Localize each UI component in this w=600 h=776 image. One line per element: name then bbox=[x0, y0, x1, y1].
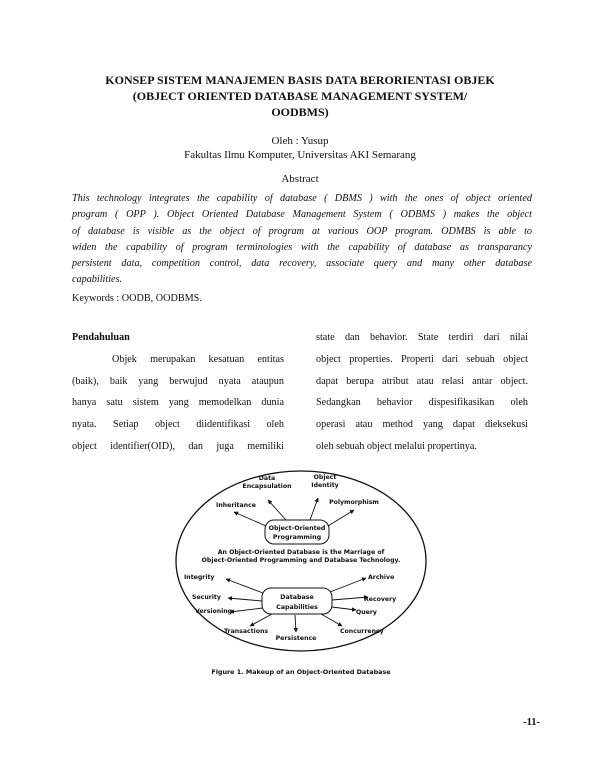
arrow-data-encapsulation bbox=[268, 500, 286, 520]
arrow-inheritance bbox=[234, 512, 266, 526]
author-affiliation: Fakultas Ilmu Komputer, Universitas AKI Semarang bbox=[184, 149, 416, 161]
page-number: -11- bbox=[523, 717, 540, 728]
abstract-line: program ( OPP ). Object Oriented Database Management System ( ODBMS ) makes the object bbox=[72, 209, 532, 221]
arrow-integrity bbox=[226, 579, 263, 593]
title-line: KONSEP SISTEM MANAJEMEN BASIS DATA BERORIENTASI OBJEK bbox=[105, 73, 495, 87]
body-line: operasi atau method yang dapat dieksekusi bbox=[316, 419, 528, 431]
arrow-polymorphism bbox=[328, 510, 354, 526]
author-block bbox=[60, 134, 540, 162]
keywords: Keywords : OODB, OODBMS. bbox=[72, 293, 202, 304]
arrow-query bbox=[332, 607, 356, 610]
oodb-diagram bbox=[170, 466, 432, 686]
body-line: Objek merupakan kesatuan entitas bbox=[112, 353, 284, 365]
title-line: (OBJECT ORIENTED DATABASE MANAGEMENT SYSTEM/ bbox=[132, 89, 468, 103]
oop-box-line1: Object-Oriented bbox=[268, 525, 326, 532]
arrow-persistence bbox=[295, 615, 296, 632]
label-query: Query bbox=[356, 609, 377, 616]
label-transactions: Transactions bbox=[224, 628, 269, 635]
arrow-archive bbox=[330, 578, 366, 592]
label-object: Object bbox=[313, 474, 337, 481]
arrow-versioning bbox=[230, 608, 263, 612]
arrow-security bbox=[228, 598, 262, 601]
right-column bbox=[316, 327, 528, 458]
oop-box-line2: Programming bbox=[272, 534, 322, 541]
label-persistence: Persistence bbox=[275, 635, 317, 642]
author-name: Oleh : Yusup bbox=[271, 135, 329, 147]
body-line: state dan behavior. State terdiri dari nilai bbox=[316, 332, 528, 343]
paper-title bbox=[60, 72, 540, 120]
body-line: oleh sebuah object melalui propertinya. bbox=[316, 440, 477, 452]
marriage-line2: Object-Oriented Programming and Database Technology. bbox=[201, 557, 401, 564]
body-line: object properties. Properti dari sebuah object bbox=[316, 353, 528, 365]
arrow-concurrency bbox=[321, 614, 342, 626]
label-recovery: Recovery bbox=[364, 596, 397, 603]
body-line: object identifier(OID), dan juga memiliki bbox=[72, 440, 284, 452]
abstract-line: of database is visible as the object of program at various OOP program. ODMBS is able to bbox=[72, 225, 532, 237]
left-column bbox=[72, 327, 284, 458]
arrow-object-identity bbox=[310, 498, 318, 520]
abstract-line: persistent data, competition control, data recovery, associate query and many other database bbox=[72, 258, 532, 270]
body-line: Sedangkan behavior dispesifikasikan oleh bbox=[316, 397, 528, 409]
db-box-line1: Database bbox=[280, 594, 314, 601]
title-line: OODBMS) bbox=[271, 105, 329, 119]
section-heading: Pendahuluan bbox=[72, 332, 130, 343]
marriage-line1: An Object-Oriented Database is the Marriage of bbox=[217, 549, 385, 556]
label-data: Data bbox=[258, 475, 276, 482]
arrow-transactions bbox=[250, 614, 272, 626]
label-inheritance: Inheritance bbox=[216, 502, 256, 509]
body-line: nyata. Setiap object diidentifikasi oleh bbox=[72, 419, 284, 431]
label-identity: Identity bbox=[311, 482, 339, 489]
label-security: Security bbox=[192, 594, 221, 601]
figure-caption: Figure 1. Makeup of an Object-Oriented Database bbox=[211, 668, 391, 676]
label-polymorphism: Polymorphism bbox=[329, 499, 379, 506]
abstract-line: This technology integrates the capability of database ( DBMS ) with the ones of object oriented bbox=[72, 193, 532, 204]
abstract-text bbox=[72, 191, 532, 289]
db-box-line2: Capabilities bbox=[276, 604, 318, 611]
label-integrity: Integrity bbox=[184, 574, 215, 581]
abstract-line: capabilities. bbox=[72, 274, 123, 286]
body-line: hanya satu sistem yang memodelkan dunia bbox=[72, 397, 284, 409]
body-line: dapat berupa atribut atau relasi antar object. bbox=[316, 375, 528, 387]
label-versioning: Versioning bbox=[195, 608, 233, 615]
arrow-recovery bbox=[332, 597, 368, 600]
label-concurrency: Concurrency bbox=[340, 628, 384, 635]
body-line: (baik), baik yang berwujud nyata ataupun bbox=[72, 375, 284, 387]
abstract-line: widen the capability of program terminologies with the capability of database as transparancy bbox=[72, 241, 532, 253]
label-archive: Archive bbox=[368, 574, 395, 581]
label-encapsulation: Encapsulation bbox=[242, 483, 292, 490]
abstract-heading: Abstract bbox=[281, 173, 319, 185]
